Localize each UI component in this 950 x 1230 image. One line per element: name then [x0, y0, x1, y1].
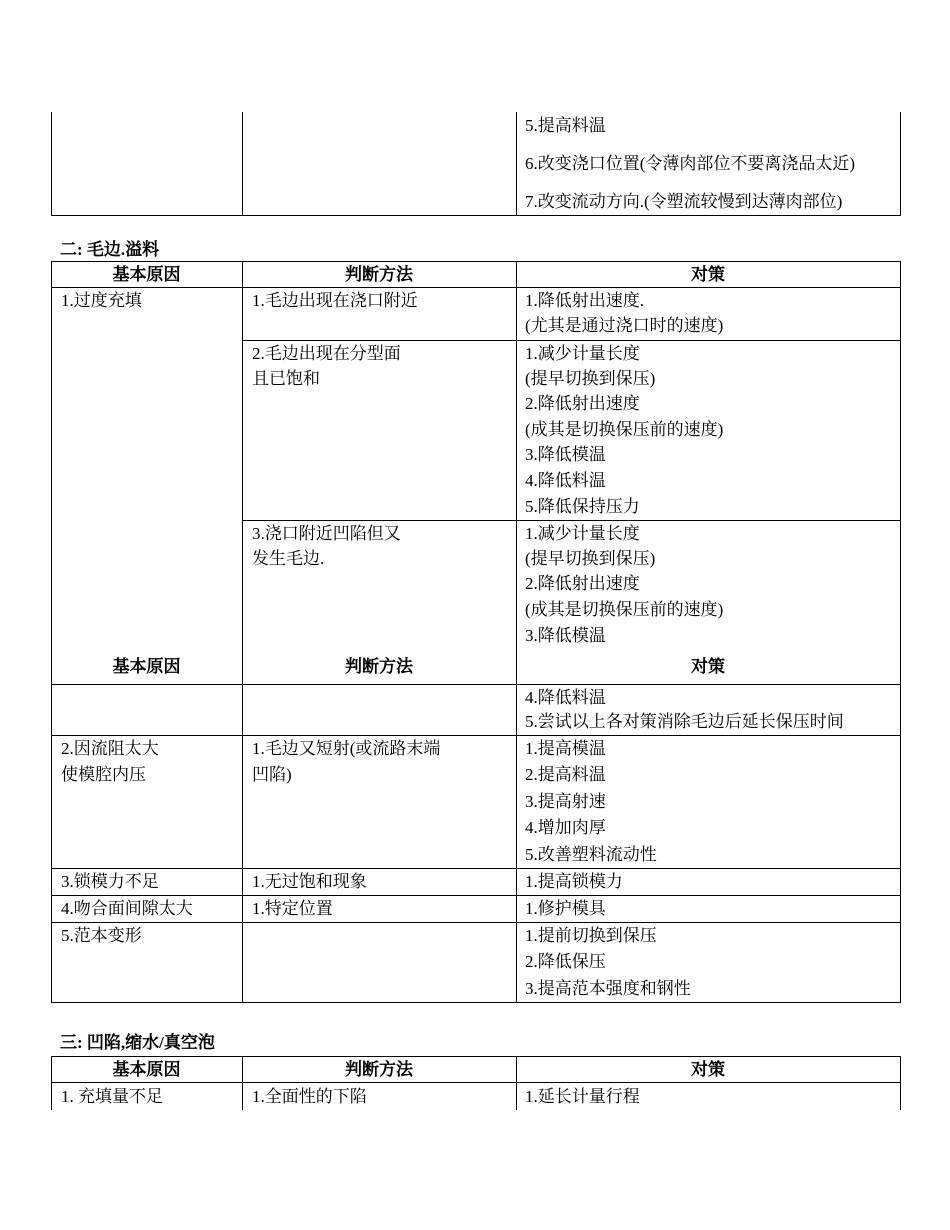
table-border — [900, 1056, 901, 1110]
table-border — [51, 922, 901, 923]
table-cell: 4.降低料温 — [525, 688, 606, 707]
table-border — [900, 112, 901, 216]
table-cell: 发生毛边. — [252, 549, 325, 568]
table-cell: 2.提高料温 — [525, 765, 606, 784]
table-cell: 2.毛边出现在分型面 — [252, 344, 401, 363]
table-cell: 5.提高料温 — [525, 116, 606, 135]
table-cell: 1.提高模温 — [525, 739, 606, 758]
table-cell: 且已饱和 — [252, 369, 320, 388]
table-cell: 1.提高锁模力 — [525, 872, 623, 891]
table-border — [51, 1056, 901, 1057]
table-cell: 4.降低料温 — [525, 471, 606, 490]
table-cell: 1.毛边又短射(或流路末端 — [252, 739, 441, 758]
table-cell: 4.增加肉厚 — [525, 818, 606, 837]
table-border — [51, 684, 901, 685]
table-cell: (尤其是通过浇口时的速度) — [525, 316, 724, 335]
table-border — [242, 520, 901, 521]
section-title: 二: 毛边.溢料 — [60, 240, 160, 259]
table-cell: 1.降低射出速度. — [525, 291, 644, 310]
table-cell: 1.毛边出现在浇口附近 — [252, 291, 418, 310]
table-cell: 3.浇口附近凹陷但又 — [252, 524, 401, 543]
table-cell: 1.无过饱和现象 — [252, 872, 367, 891]
table-cell: 3.降低模温 — [525, 626, 606, 645]
column-header: 对策 — [691, 657, 725, 676]
column-header: 基本原因 — [112, 657, 181, 676]
table-cell: 1.全面性的下陷 — [252, 1087, 367, 1106]
table-cell: 2.降低保压 — [525, 952, 606, 971]
table-cell: 1. 充填量不足 — [61, 1087, 163, 1106]
table-cell: (成其是切换保压前的速度) — [525, 600, 724, 619]
column-header: 判断方法 — [345, 657, 413, 676]
table-cell: 3.提高范本强度和钢性 — [525, 979, 691, 998]
column-header: 判断方法 — [345, 1060, 413, 1079]
table-cell: 5.改善塑料流动性 — [525, 845, 657, 864]
table-cell: 5.尝试以上各对策消除毛边后延长保压时间 — [525, 712, 844, 731]
table-cell: 7.改变流动方向.(令塑流较慢到达薄肉部位) — [525, 192, 843, 211]
table-border — [51, 215, 901, 216]
table-border — [900, 261, 901, 1003]
table-cell: 1.减少计量长度 — [525, 524, 640, 543]
column-header: 判断方法 — [345, 265, 413, 284]
column-header: 对策 — [691, 265, 725, 284]
table-cell: 1.减少计量长度 — [525, 344, 640, 363]
table-border — [51, 735, 901, 736]
table-cell: 1.提前切换到保压 — [525, 926, 657, 945]
column-header: 基本原因 — [112, 265, 181, 284]
table-cell: 4.吻合面间隙太大 — [61, 899, 193, 918]
table-cell: 5.范本变形 — [61, 926, 142, 945]
column-header: 基本原因 — [112, 1060, 181, 1079]
table-cell: 1.特定位置 — [252, 899, 333, 918]
section-title: 三: 凹陷,缩水/真空泡 — [60, 1033, 215, 1052]
table-border — [516, 112, 517, 216]
table-border — [51, 261, 901, 262]
table-cell: 1.延长计量行程 — [525, 1087, 640, 1106]
table-cell: 2.降低射出速度 — [525, 394, 640, 413]
table-cell: 3.提高射速 — [525, 792, 606, 811]
table-cell: 1.修护模具 — [525, 899, 606, 918]
table-border — [51, 1002, 901, 1003]
table-border — [51, 895, 901, 896]
table-border — [51, 287, 901, 288]
table-cell: 5.降低保持压力 — [525, 497, 640, 516]
table-border — [242, 261, 243, 1003]
table-border — [51, 112, 52, 216]
table-border — [242, 340, 901, 341]
table-border — [51, 261, 52, 1003]
table-cell: 6.改变浇口位置(令薄肉部位不要离浇品太近) — [525, 154, 856, 173]
table-cell: (提早切换到保压) — [525, 549, 656, 568]
table-cell: (成其是切换保压前的速度) — [525, 420, 724, 439]
column-header: 对策 — [691, 1060, 725, 1079]
table-cell: 3.锁模力不足 — [61, 872, 159, 891]
table-cell: 使模腔内压 — [61, 765, 146, 784]
table-cell: (提早切换到保压) — [525, 369, 656, 388]
table-border — [242, 112, 243, 216]
table-cell: 2.因流阻太大 — [61, 739, 159, 758]
table-cell: 2.降低射出速度 — [525, 574, 640, 593]
table-cell: 1.过度充填 — [61, 291, 142, 310]
table-border — [51, 868, 901, 869]
table-border — [516, 261, 517, 1003]
table-cell: 3.降低模温 — [525, 445, 606, 464]
table-cell: 凹陷) — [252, 765, 292, 784]
table-border — [51, 1082, 901, 1083]
